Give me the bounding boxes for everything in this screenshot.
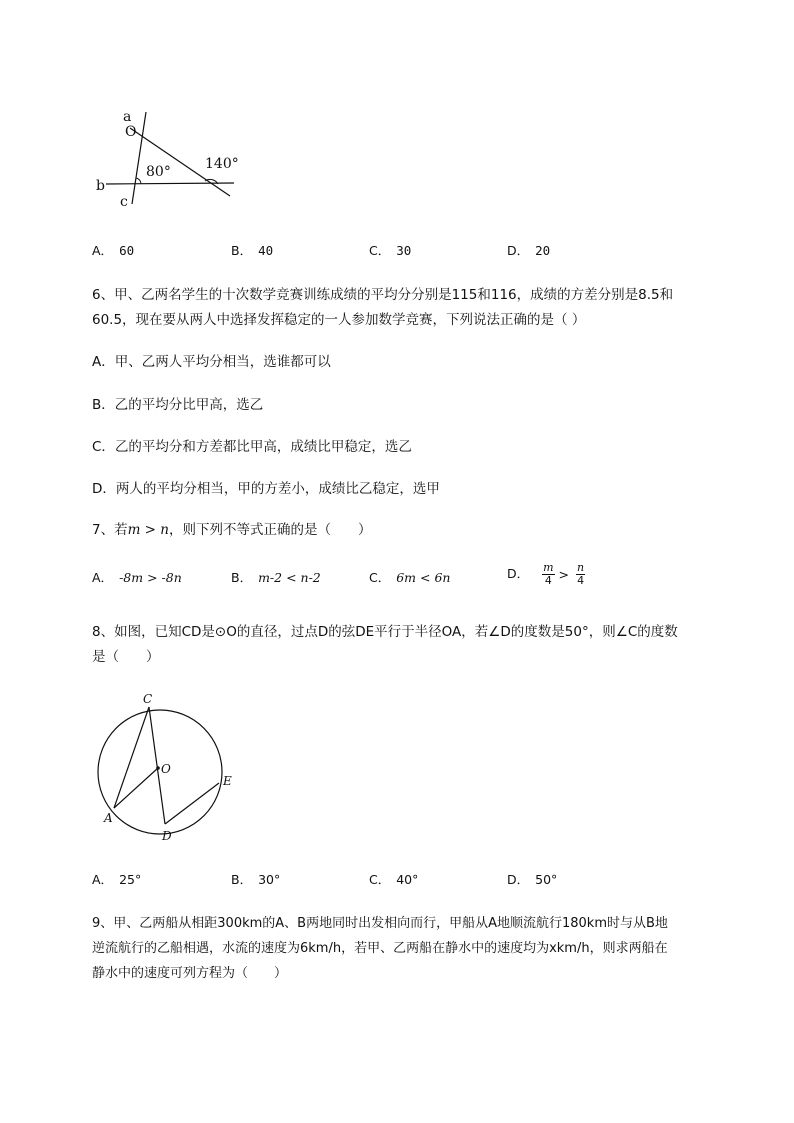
q8-option-c: C． 40°	[369, 872, 419, 887]
label-80: 80°	[146, 164, 171, 180]
q6-option-a: A．甲、乙两人平均分相当，选谁都可以	[92, 354, 331, 370]
q7-option-b: B． m-2 < n-2	[231, 570, 321, 585]
circle-figure	[92, 688, 242, 846]
q8-option-a: A． 25°	[92, 872, 142, 887]
q7-option-a: A． -8m > -8n	[92, 570, 182, 585]
chord-de	[165, 783, 219, 824]
q7-option-c: C． 6m < 6n	[369, 570, 451, 585]
fraction-m-over-4: $\frac{m}{4}$	[543, 561, 554, 587]
label-140: 140°	[205, 156, 239, 172]
q5-option-b: B． 40	[231, 243, 274, 258]
q6-option-c: C．乙的平均分和方差都比甲高，成绩比甲稳定，选乙	[92, 439, 412, 455]
q5-option-c: C． 30	[369, 243, 412, 258]
center-point	[156, 766, 160, 770]
circle-o	[98, 710, 222, 834]
line-b	[106, 183, 234, 184]
label-c-point: C	[143, 692, 153, 706]
q8-option-d: D． 50°	[507, 872, 558, 887]
label-o-point: O	[161, 762, 171, 776]
q5-option-d: D． 20	[507, 243, 551, 258]
angle-figure	[92, 108, 242, 210]
q9-stem-line3: 静水中的速度可列方程为（ ）	[92, 966, 288, 981]
q9-stem-line2: 逆流航行的乙船相遇，水流的速度为6km/h，若甲、乙两船在静水中的速度均为xkm/h，则求两船在	[92, 941, 668, 956]
q7-condition: m > n	[127, 522, 169, 538]
q8-option-b: B． 30°	[231, 872, 281, 887]
angle-80-arc	[136, 178, 141, 184]
q6-stem-line1: 6、甲、乙两名学生的十次数学竞赛训练成绩的平均分分别是115和116，成绩的方差分别是8.5和	[92, 287, 674, 303]
q7-option-d: D． $\frac{m}{4}$ > $\frac{n}{4}$	[507, 561, 585, 587]
label-o: O	[125, 124, 137, 140]
label-a: a	[123, 109, 132, 125]
fraction-n-over-4: $\frac{n}{4}$	[577, 561, 585, 587]
q7-stem: 7、若m > n，则下列不等式正确的是（ ）	[92, 522, 372, 538]
q9-stem-line1: 9、甲、乙两船从相距300km的A、B两地同时出发相向而行，甲船从A地顺流航行180km时与从B地	[92, 916, 668, 931]
label-a-point: A	[104, 811, 113, 825]
q8-stem-line2: 是（ ）	[92, 649, 160, 665]
q6-option-d: D．两人的平均分相当，甲的方差小，成绩比乙稳定，选甲	[92, 481, 440, 497]
q5-option-a: A． 60	[92, 243, 135, 258]
label-b: b	[96, 178, 105, 194]
q8-stem-line1: 8、如图，已知CD是⊙O的直径，过点D的弦DE平行于半径OA，若∠D的度数是50°，则∠C的度数	[92, 624, 678, 640]
label-e-point: E	[223, 774, 232, 788]
q6-option-b: B．乙的平均分比甲高，选乙	[92, 397, 264, 413]
label-c: c	[120, 194, 128, 210]
label-d-point: D	[162, 829, 172, 843]
q6-stem-line2: 60.5，现在要从两人中选择发挥稳定的一人参加数学竞赛，下列说法正确的是（ ）	[92, 312, 586, 328]
